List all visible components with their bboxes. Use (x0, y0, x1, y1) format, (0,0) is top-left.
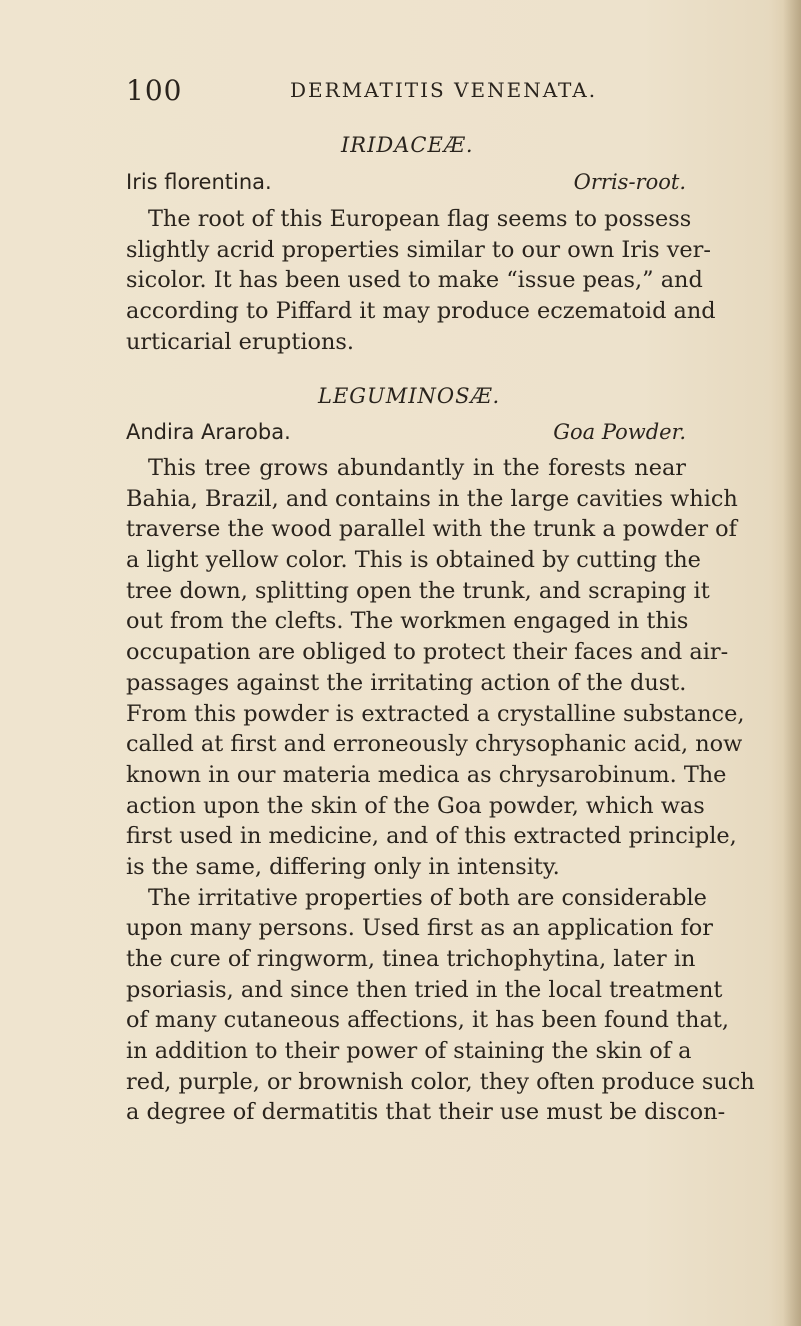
page-header (126, 74, 686, 114)
species-line-iris (126, 170, 686, 204)
text-line: slightly acrid properties similar to our own Iris ver- (126, 236, 711, 263)
text-line: a degree of dermatitis that their use must be discon- (126, 1099, 726, 1126)
text-line: out from the clefts. The workmen engaged in this (126, 608, 689, 635)
text-line: called at first and erroneously chrysophanic acid, now (126, 731, 743, 758)
text-line: From this powder is extracted a crystalline substance, (126, 700, 745, 727)
text-line: first used in medicine, and of this extracted principle, (126, 823, 737, 850)
text-line: according to Piffard it may produce eczematoid and (126, 298, 716, 325)
text-line: tree down, splitting open the trunk, and scraping it (126, 577, 710, 604)
text-line: The irritative properties of both are considerable (148, 884, 707, 911)
section-title-iridaceae: IRIDACEÆ. (341, 133, 474, 157)
common-name: Orris-root. (573, 170, 686, 194)
text-line: occupation are obliged to protect their faces and air- (126, 639, 729, 666)
running-title: DERMATITIS VENENATA. (290, 78, 598, 102)
text-line: traverse the wood parallel with the trunk a powder of (126, 516, 737, 543)
section-title-leguminosae: LEGUMINOSÆ. (318, 384, 501, 408)
text-line: urticarial eruptions. (126, 328, 355, 355)
text-line: This tree grows abundantly in the forests near (148, 455, 686, 481)
paragraph-goa-powder (126, 453, 755, 1128)
text-line: a light yellow color. This is obtained by cutting the (126, 547, 701, 574)
latin-name: Iris florentina. (126, 170, 272, 194)
text-line: the cure of ringworm, tinea trichophytina, later in (126, 946, 696, 972)
text-line: passages against the irritating action of the dust. (126, 669, 687, 696)
text-line: Bahia, Brazil, and contains in the large cavities which (126, 485, 738, 512)
text-line: red, purple, or brownish color, they often produce such (126, 1068, 755, 1095)
paragraph-iris (126, 204, 716, 357)
text-line: upon many persons. Used first as an application for (126, 915, 713, 942)
text-line: psoriasis, and since then tried in the local treatment (126, 976, 723, 1003)
text-line: The root of this European flag seems to possess (148, 206, 692, 232)
text-line: of many cutaneous affections, it has been found that, (126, 1007, 729, 1034)
page-edge-shadow (783, 0, 801, 1326)
text-line: action upon the skin of the Goa powder, which was (126, 792, 705, 819)
latin-name: Andira Araroba. (126, 420, 291, 444)
page-number: 100 (126, 74, 183, 107)
text-line: in addition to their power of staining the skin of a (126, 1038, 692, 1065)
species-line-andira (126, 420, 686, 454)
common-name: Goa Powder. (553, 420, 686, 444)
text-line: sicolor. It has been used to make “issue peas,” and (126, 267, 703, 294)
text-line: known in our materia medica as chrysarobinum. The (126, 761, 727, 788)
text-line: is the same, differing only in intensity. (126, 853, 560, 880)
